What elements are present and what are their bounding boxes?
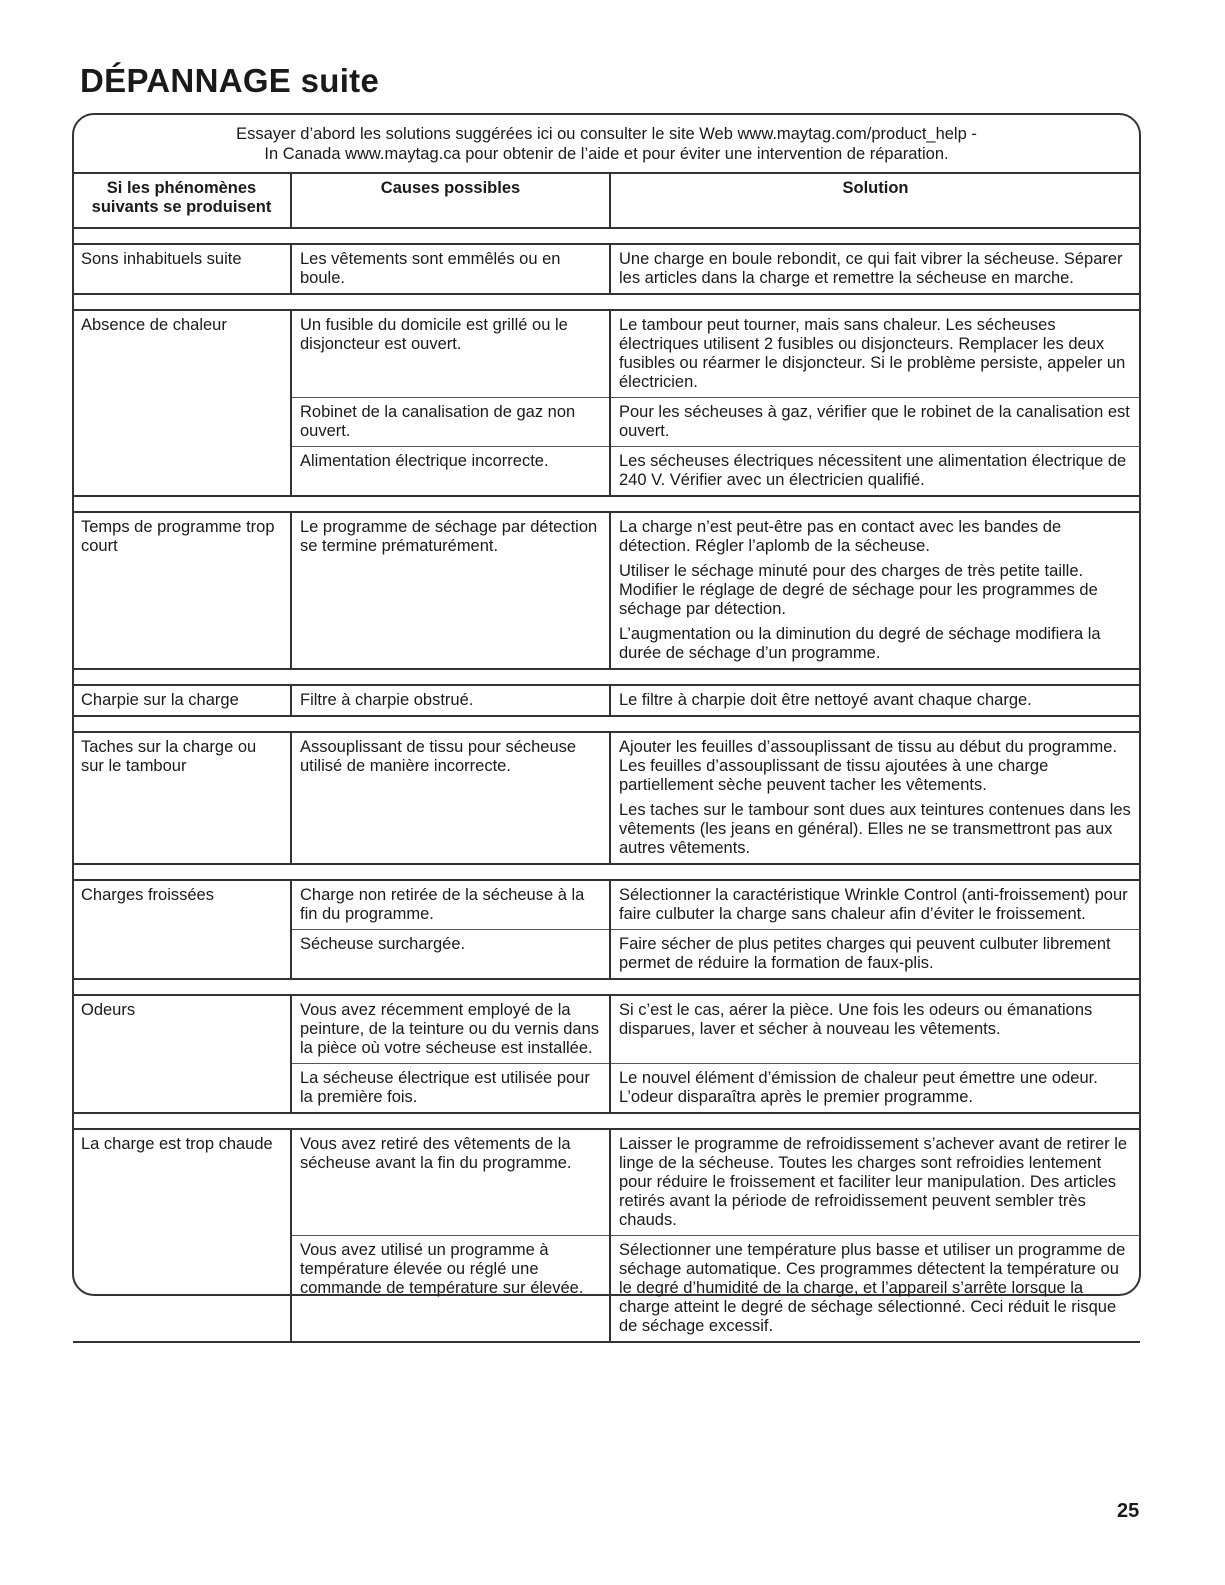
group-spacer-cell [73, 669, 1140, 685]
cause-cell: Les vêtements sont emmêlés ou en boule. [291, 244, 610, 294]
group-spacer [73, 496, 1140, 512]
table-row [73, 685, 1140, 716]
symptom-cell: Absence de chaleur [73, 310, 291, 496]
cause-cell: Un fusible du domicile est grillé ou le disjoncteur est ouvert. [291, 310, 610, 398]
group-spacer [73, 669, 1140, 685]
table-header-row [73, 173, 1140, 228]
group-spacer-cell [73, 1113, 1140, 1129]
intro-text [74, 124, 1139, 164]
solution-paragraph: Faire sécher de plus petites charges qui peuvent culbuter librement permet de réduire la formation de faux-plis. [619, 935, 1111, 972]
intro-line-2: In Canada www.maytag.ca pour obtenir de l’aide et pour éviter une intervention de réparation. [264, 145, 949, 163]
group-spacer-cell [73, 294, 1140, 310]
solution-paragraph: Les sécheuses électriques nécessitent une alimentation électrique de 240 V. Vérifier avec un électricien qualifié. [619, 452, 1127, 489]
troubleshooting-table [73, 172, 1140, 1343]
group-spacer-cell [73, 979, 1140, 995]
symptom-cell: Temps de programme trop court [73, 512, 291, 669]
cause-cell: Vous avez récemment employé de la peinture, de la teinture ou du vernis dans la pièce où votre sécheuse est installée. [291, 995, 610, 1064]
table-body [73, 228, 1140, 1342]
symptom-cell: Taches sur la charge ou sur le tambour [73, 732, 291, 864]
table-row [73, 732, 1140, 864]
cause-cell: Robinet de la canalisation de gaz non ouvert. [291, 398, 610, 447]
page-number: 25 [1117, 1500, 1140, 1522]
header-solution: Solution [610, 173, 1140, 228]
table-row [73, 244, 1140, 294]
cause-cell: Alimentation électrique incorrecte. [291, 447, 610, 497]
table-row [73, 310, 1140, 398]
solution-paragraph: Une charge en boule rebondit, ce qui fait vibrer la sécheuse. Séparer les articles dans la charge et remettre la sécheuse en marche. [619, 250, 1123, 287]
symptom-cell: Sons inhabituels suite [73, 244, 291, 294]
solution-cell [610, 930, 1140, 980]
solution-paragraph: L’augmentation ou la diminution du degré de séchage modifiera la durée de séchage d’un programme. [619, 625, 1101, 662]
solution-paragraph: Les taches sur le tambour sont dues aux teintures contenues dans les vêtements (les jeans en général). Elles ne se transmettront pas aux autres vêtements. [619, 801, 1131, 857]
solution-paragraph: Sélectionner une température plus basse et utiliser un programme de séchage automatique. Ces programmes détectent la température ou le degré d’humidité de la charge, et l’appareil s’arrête lorsque la charge atteint le degré de séchage sélectionné. Ceci réduit le risque de séchage excessif. [619, 1241, 1126, 1335]
solution-paragraph: Le nouvel élément d’émission de chaleur peut émettre une odeur. L’odeur disparaîtra après le premier programme. [619, 1069, 1098, 1106]
cause-cell: Filtre à charpie obstrué. [291, 685, 610, 716]
group-spacer [73, 228, 1140, 244]
solution-paragraph: Utiliser le séchage minuté pour des charges de très petite taille. Modifier le réglage de degré de séchage pour les programmes de séchage par détection. [619, 562, 1098, 618]
solution-paragraph: Pour les sécheuses à gaz, vérifier que le robinet de la canalisation est ouvert. [619, 403, 1130, 440]
solution-paragraph: Le tambour peut tourner, mais sans chaleur. Les sécheuses électriques utilisent 2 fusibles ou disjoncteurs. Remplacer les deux fusibles ou réarmer le disjoncteur. Si le problème persiste, appeler un électricien. [619, 316, 1126, 391]
symptom-cell: Charges froissées [73, 880, 291, 979]
cause-cell: Charge non retirée de la sécheuse à la fin du programme. [291, 880, 610, 930]
symptom-cell: Odeurs [73, 995, 291, 1113]
cause-cell: Le programme de séchage par détection se termine prématurément. [291, 512, 610, 669]
solution-cell [610, 1064, 1140, 1114]
solution-paragraph: Ajouter les feuilles d’assouplissant de tissu au début du programme. Les feuilles d’assouplissant de tissu ajoutées à une charge partiellement sèche peuvent tacher les vêtements. [619, 738, 1118, 794]
symptom-cell: Charpie sur la charge [73, 685, 291, 716]
solution-cell [610, 732, 1140, 864]
group-spacer-cell [73, 716, 1140, 732]
cause-cell: Vous avez utilisé un programme à température élevée ou réglé une commande de température sur élevée. [291, 1236, 610, 1343]
table-row [73, 880, 1140, 930]
cause-cell: La sécheuse électrique est utilisée pour la première fois. [291, 1064, 610, 1114]
cause-cell: Vous avez retiré des vêtements de la sécheuse avant la fin du programme. [291, 1129, 610, 1236]
cause-cell: Sécheuse surchargée. [291, 930, 610, 980]
solution-paragraph: La charge n’est peut-être pas en contact avec les bandes de détection. Régler l’aplomb de la sécheuse. [619, 518, 1062, 555]
cause-cell: Assouplissant de tissu pour sécheuse utilisé de manière incorrecte. [291, 732, 610, 864]
group-spacer-cell [73, 228, 1140, 244]
solution-cell [610, 1129, 1140, 1236]
solution-paragraph: Sélectionner la caractéristique Wrinkle Control (anti-froissement) pour faire culbuter la charge sans chaleur afin d’éviter le froissement. [619, 886, 1128, 923]
table-row [73, 512, 1140, 669]
solution-cell [610, 244, 1140, 294]
group-spacer [73, 1113, 1140, 1129]
solution-cell [610, 880, 1140, 930]
intro-line-1: Essayer d’abord les solutions suggérées ici ou consulter le site Web www.maytag.com/product_help - [236, 125, 977, 143]
solution-cell [610, 512, 1140, 669]
solution-paragraph: Le filtre à charpie doit être nettoyé avant chaque charge. [619, 691, 1032, 709]
solution-cell [610, 685, 1140, 716]
solution-paragraph: Laisser le programme de refroidissement s’achever avant de retirer le linge de la sécheuse. Toutes les charges sont refroidies lentement pour réduire le froissement et faciliter leur manipulation. Des articles retirés avant la période de refroidissement peuvent sembler très chauds. [619, 1135, 1128, 1229]
solution-cell [610, 310, 1140, 398]
solution-cell [610, 398, 1140, 447]
group-spacer [73, 979, 1140, 995]
header-symptom: Si les phénomènes suivants se produisent [73, 173, 291, 228]
group-spacer-cell [73, 496, 1140, 512]
table-row [73, 995, 1140, 1064]
group-spacer [73, 864, 1140, 880]
symptom-cell: La charge est trop chaude [73, 1129, 291, 1342]
header-cause: Causes possibles [291, 173, 610, 228]
group-spacer-cell [73, 864, 1140, 880]
solution-cell [610, 447, 1140, 497]
group-spacer [73, 294, 1140, 310]
solution-cell [610, 1236, 1140, 1343]
solution-paragraph: Si c’est le cas, aérer la pièce. Une fois les odeurs ou émanations disparues, laver et sécher à nouveau les vêtements. [619, 1001, 1093, 1038]
group-spacer [73, 716, 1140, 732]
page-title: DÉPANNAGE suite [80, 62, 380, 99]
table-row [73, 1129, 1140, 1236]
solution-cell [610, 995, 1140, 1064]
